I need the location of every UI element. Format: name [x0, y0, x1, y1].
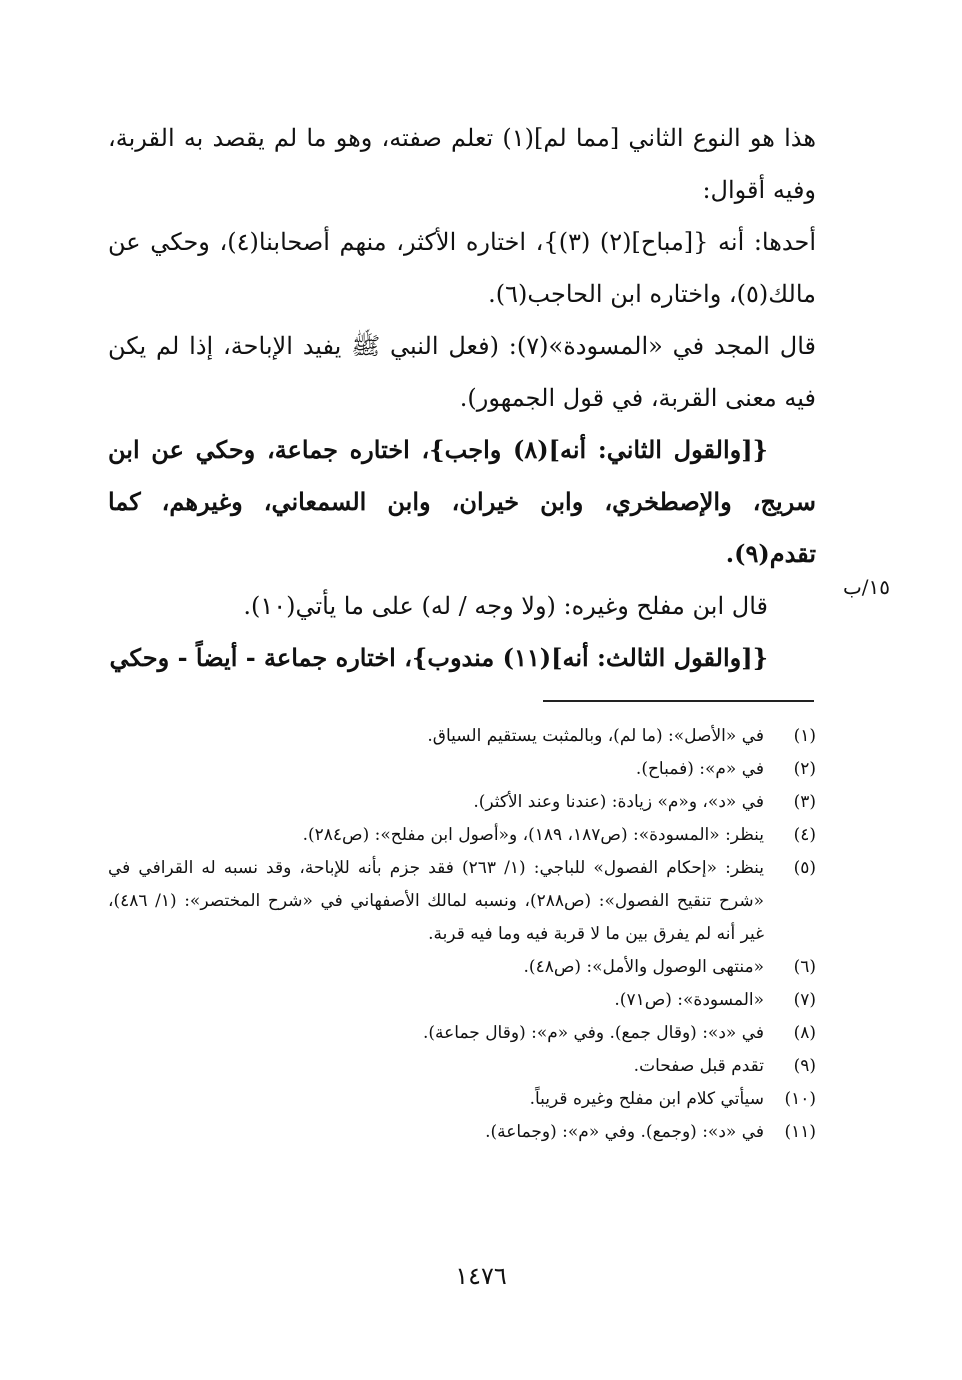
- paragraph-1: هذا هو النوع الثاني [مما لم](١) تعلم صفته، وهو ما لم يقصد به القربة، وفيه أقوال:: [108, 124, 817, 204]
- footnote-1: [108, 720, 816, 753]
- footnote-text: سيأتي كلام ابن مفلح وغيره قريباً.: [529, 1089, 764, 1109]
- footnote-number: (٩): [793, 1056, 816, 1076]
- footnote-text: في «م»: (فمباح).: [635, 759, 764, 779]
- footnote-number: (١): [793, 726, 816, 746]
- footnote-3: [108, 786, 816, 819]
- footnote-text: ينظر: «المسودة»: (ص١٨٧، ١٨٩)، و«أصول ابن مفلح»: (ص٢٨٤).: [302, 825, 764, 845]
- paragraph-4: {[والقول الثاني: أنه](٨) واجب}، اختاره جماعة، وحكي عن ابن سريج، والإصطخري، وابن خيران، وابن السمعاني، وغيرهم، كما تقدم(٩).: [108, 435, 816, 568]
- footnote-7: [108, 984, 816, 1017]
- footnotes: [108, 720, 816, 1149]
- footnote-number: (٣): [793, 792, 816, 812]
- footnote-divider: [543, 700, 814, 702]
- footnote-4: [108, 819, 816, 852]
- footnote-text: تقدم قبل صفحات.: [633, 1056, 764, 1076]
- footnote-text: في «الأصل»: (ما لم)، وبالمثبت يستقيم السياق.: [427, 726, 764, 746]
- footnote-text: في «د»: (وقال جمع). وفي «م»: (وقال جماعة).: [422, 1023, 764, 1043]
- folio-margin-note: ١٥/ب: [842, 575, 890, 599]
- footnote-2: [108, 753, 816, 786]
- footnote-9: [108, 1050, 816, 1083]
- paragraph-5: قال ابن مفلح وغيره: (ولا وجه / له) على ما يأتي(١٠).: [243, 592, 768, 620]
- footnote-6: [108, 951, 816, 984]
- footnote-8: [108, 1017, 816, 1050]
- footnote-text: ينظر: «إحكام الفصول» للباجي: (١/ ٢٦٣) فقد جزم بأنه للإباحة، وقد نسبه له القرافي في «شرح تنقيح الفصول»: (ص٢٨٨)، ونسبه لمالك الأصفهاني في «شرح المختصر»: (١/ ٤٨٦)، غير أنه لم يفرق بين ما لا قربة فيه وما فيه قربة.: [108, 858, 765, 944]
- footnote-text: في «د»: (وجمع). وفي «م»: (وجماعة).: [485, 1122, 764, 1142]
- footnote-text: في «د»، و«م» زيادة: (عندنا وعند الأكثر).: [473, 792, 764, 812]
- footnote-number: (٥): [793, 858, 816, 878]
- footnote-number: (١١): [784, 1122, 816, 1142]
- footnote-number: (٢): [793, 759, 816, 779]
- footnote-number: (٤): [793, 825, 816, 845]
- paragraph-2: أحدها: أنه {[مباح](٢) (٣)}، اختاره الأكثر، منهم أصحابنا(٤)، وحكي عن مالك(٥)، واختاره ابن الحاجب(٦).: [108, 228, 816, 308]
- footnote-number: (٧): [793, 990, 816, 1010]
- footnote-5: [108, 852, 816, 951]
- footnote-number: (٨): [793, 1023, 816, 1043]
- footnote-number: (٦): [793, 957, 816, 977]
- main-text: [108, 112, 816, 684]
- footnote-number: (١٠): [784, 1089, 816, 1109]
- paragraph-3: قال المجد في «المسودة»(٧): (فعل النبي ﷺ يفيد الإباحة، إذا لم يكن فيه معنى القربة، في قول الجمهور).: [108, 332, 817, 412]
- page-number: ١٤٧٦: [455, 1262, 507, 1290]
- footnote-text: «المسودة»: (ص٧١).: [614, 990, 764, 1010]
- footnote-11: [108, 1116, 816, 1149]
- paragraph-6: {[والقول الثالث: أنه](١١) مندوب}، اختاره جماعة - أيضاً - وحكي: [109, 643, 768, 672]
- footnote-10: [108, 1083, 816, 1116]
- footnote-text: «منتهى الوصول والأمل»: (ص٤٨).: [523, 957, 764, 977]
